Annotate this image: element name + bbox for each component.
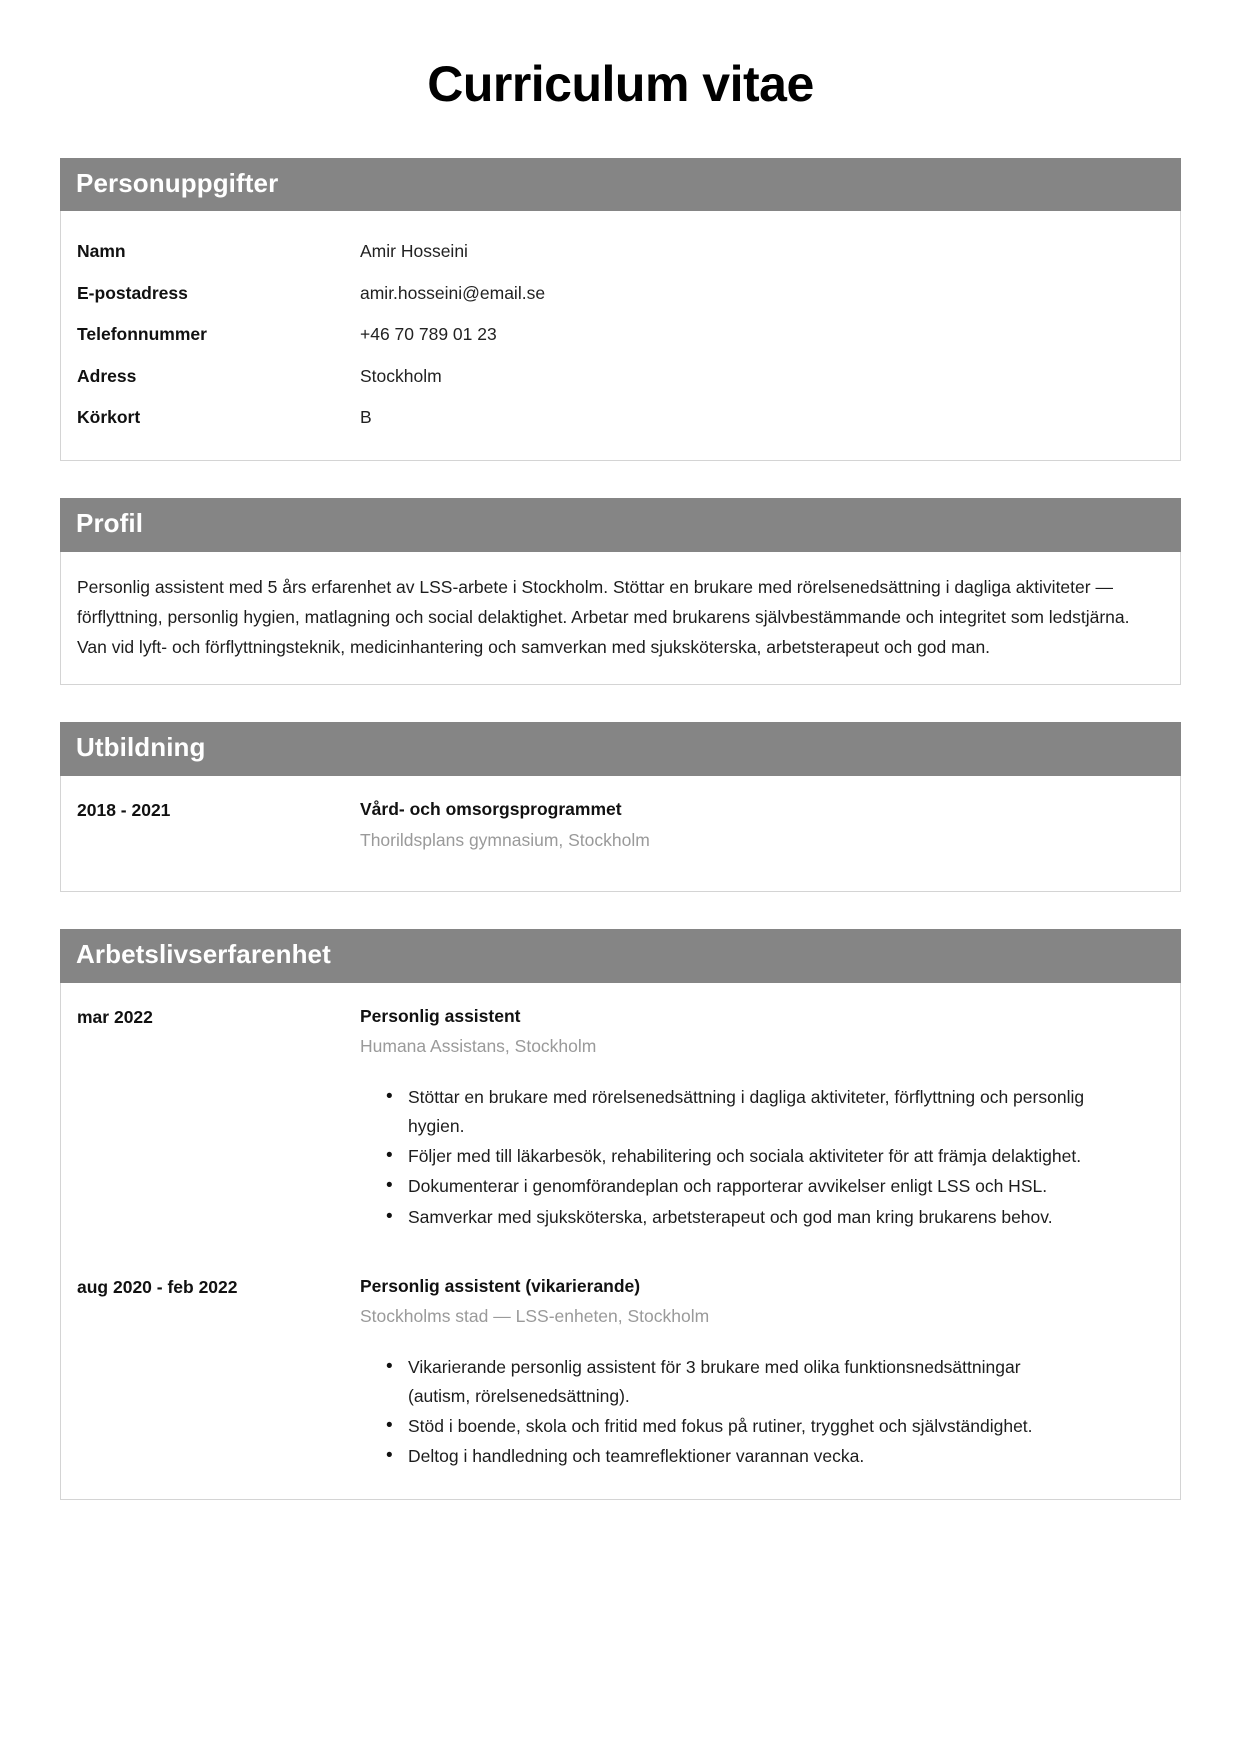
list-item: • Samverkar med sjuksköterska, arbetsterapeut och god man kring brukarens behov.	[386, 1203, 1086, 1231]
list-item: • Stöttar en brukare med rörelsenedsättning i dagliga aktiviteter, förflyttning och personlig hygien.	[386, 1083, 1086, 1140]
section-body-personuppgifter	[60, 211, 1181, 461]
personal-detail-row	[77, 231, 1164, 272]
personal-detail-value: Stockholm	[360, 365, 442, 386]
experience-entry-title: Personlig assistent (vikarierande)	[360, 1275, 641, 1296]
personal-detail-row	[77, 273, 1164, 314]
experience-entry-organisation: Stockholms stad — LSS-enheten, Stockholm	[360, 1306, 710, 1327]
section-body-arbetslivserfarenhet	[60, 983, 1181, 1500]
personal-detail-value: +46 70 789 01 23	[360, 324, 497, 345]
list-item: • Deltog i handledning och teamreflektioner varannan vecka.	[386, 1442, 1086, 1470]
experience-entry-bullets	[360, 1353, 1164, 1470]
section-body-utbildning	[60, 776, 1181, 892]
experience-entry-bullets	[360, 1083, 1164, 1231]
personal-detail-row	[77, 356, 1164, 397]
section-heading-utbildning: Utbildning	[60, 722, 1181, 776]
section-arbetslivserfarenhet	[60, 929, 1181, 1500]
experience-entry-organisation: Humana Assistans, Stockholm	[360, 1035, 597, 1056]
education-entry-main	[360, 796, 1164, 853]
section-heading-personuppgifter: Personuppgifter	[60, 158, 1181, 212]
experience-entry	[77, 1273, 1164, 1477]
education-entry-title: Vård- och omsorgsprogrammet	[360, 799, 622, 820]
personal-detail-value: Amir Hosseini	[360, 241, 468, 262]
experience-entry-main	[360, 1273, 1164, 1473]
list-item: • Stöd i boende, skola och fritid med fokus på rutiner, trygghet och självständighet.	[386, 1412, 1086, 1440]
section-utbildning	[60, 722, 1181, 891]
personal-detail-value: B	[360, 406, 372, 427]
education-entry-date: 2018 - 2021	[77, 800, 171, 821]
personal-detail-label: Körkort	[77, 406, 141, 427]
education-entry	[77, 796, 1164, 857]
personal-detail-label: Adress	[77, 365, 137, 386]
section-profil	[60, 498, 1181, 685]
experience-entry-date: aug 2020 - feb 2022	[77, 1276, 238, 1297]
personal-detail-label: Namn	[77, 241, 126, 262]
personal-detail-row	[77, 397, 1164, 438]
personal-detail-value: amir.hosseini@email.se	[360, 282, 546, 303]
experience-entry-date: mar 2022	[77, 1006, 153, 1027]
personal-detail-row	[77, 314, 1164, 355]
education-entry-organisation: Thorildsplans gymnasium, Stockholm	[360, 829, 650, 850]
section-body-profil	[60, 552, 1181, 685]
list-item: • Dokumenterar i genomförandeplan och rapporterar avvikelser enligt LSS och HSL.	[386, 1172, 1086, 1200]
profile-summary-text: Personlig assistent med 5 års erfarenhet av LSS-arbete i Stockholm. Stöttar en brukare med rörelsenedsättning i dagliga aktiviteter — förflyttning, personlig hygien, matlagning och social delaktighet. Arbetar med brukarens självbestämmande och integritet som ledstjärna. Van vid lyft- och förflyttningsteknik, medicinhantering och samverkan med sjuksköterska, arbetsterapeut och god man.	[77, 577, 1130, 658]
experience-entry-main	[360, 1003, 1164, 1233]
experience-entry-title: Personlig assistent	[360, 1005, 521, 1026]
section-heading-arbetslivserfarenhet: Arbetslivserfarenhet	[60, 929, 1181, 983]
experience-entry	[77, 1003, 1164, 1237]
list-item: • Följer med till läkarbesök, rehabilitering och sociala aktiviteter för att främja delaktighet.	[386, 1142, 1086, 1170]
section-personuppgifter	[60, 158, 1181, 462]
list-item: • Vikarierande personlig assistent för 3 brukare med olika funktionsnedsättningar (autism, rörelsenedsättning).	[386, 1353, 1086, 1410]
page-title: Curriculum vitae	[427, 56, 814, 112]
section-heading-profil: Profil	[60, 498, 1181, 552]
personal-detail-label: Telefonnummer	[77, 324, 207, 345]
personal-detail-label: E-postadress	[77, 282, 188, 303]
